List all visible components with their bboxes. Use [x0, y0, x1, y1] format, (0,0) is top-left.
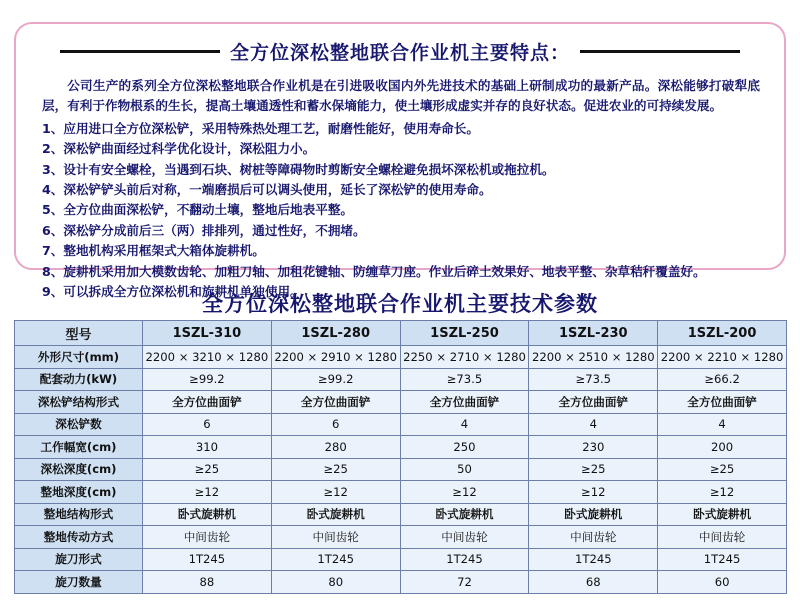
cell: 1T245 [529, 548, 658, 571]
table-row [15, 503, 787, 526]
cell: 中间齿轮 [529, 526, 658, 549]
row-label: 旋刀形式 [15, 548, 143, 571]
feature-item: 3、设计有安全螺栓，当遇到石块、树桩等障碍物时剪断安全螺栓避免损坏深松机或拖拉机。 [42, 161, 555, 177]
cell: ≥99.2 [271, 368, 400, 391]
cell: 中间齿轮 [143, 526, 272, 549]
features-title: 全方位深松整地联合作业机主要特点： [229, 42, 570, 64]
features-body [42, 76, 760, 302]
table-row [15, 391, 787, 414]
column-header: 1SZL-280 [271, 321, 400, 346]
title-rule-right [580, 50, 740, 53]
cell: ≥73.5 [400, 368, 529, 391]
cell: ≥25 [658, 458, 787, 481]
specs-title: 全方位深松整地联合作业机主要技术参数 [202, 292, 598, 316]
features-intro: 公司生产的系列全方位深松整地联合作业机是在引进吸收国内外先进技术的基础上研制成功的最新产品。深松能够打破犁底层，有利于作物根系的生长，提高土壤通透性和蓄水保墒能力，使土壤形成虚实并存的良好状态。促进农业的可持续发展。 [42, 78, 760, 114]
row-label: 整地结构形式 [15, 503, 143, 526]
cell: 1T245 [658, 548, 787, 571]
column-header: 1SZL-200 [658, 321, 787, 346]
cell: 卧式旋耕机 [529, 503, 658, 526]
feature-item: 7、整地机构采用框架式大箱体旋耕机。 [42, 243, 265, 259]
table-row [15, 548, 787, 571]
cell: 4 [400, 413, 529, 436]
row-label: 旋刀数量 [15, 571, 143, 594]
cell: 全方位曲面铲 [400, 391, 529, 414]
cell: 88 [143, 571, 272, 594]
cell: 6 [143, 413, 272, 436]
features-panel [14, 22, 786, 299]
feature-item: 5、全方位曲面深松铲，不翻动土壤，整地后地表平整。 [42, 202, 354, 218]
cell: 全方位曲面铲 [143, 391, 272, 414]
cell: 1T245 [271, 548, 400, 571]
features-list [42, 119, 760, 303]
row-label: 外形尺寸(mm) [15, 346, 143, 369]
cell: ≥12 [271, 481, 400, 504]
cell: 200 [658, 436, 787, 459]
cell: ≥25 [529, 458, 658, 481]
cell: ≥25 [143, 458, 272, 481]
table-header-row [15, 321, 787, 346]
cell: 68 [529, 571, 658, 594]
cell: 中间齿轮 [271, 526, 400, 549]
cell: ≥66.2 [658, 368, 787, 391]
cell: 80 [271, 571, 400, 594]
row-label: 深松铲结构形式 [15, 391, 143, 414]
cell: ≥12 [143, 481, 272, 504]
row-label: 深松铲数 [15, 413, 143, 436]
column-header: 型号 [15, 321, 143, 346]
column-header: 1SZL-230 [529, 321, 658, 346]
column-header: 1SZL-250 [400, 321, 529, 346]
specs-table [14, 320, 787, 594]
cell: 全方位曲面铲 [271, 391, 400, 414]
title-rule-left [60, 50, 220, 53]
column-header: 1SZL-310 [143, 321, 272, 346]
feature-item: 1、应用进口全方位深松铲，采用特殊热处理工艺，耐磨性能好，使用寿命长。 [42, 120, 479, 136]
cell: 2200 × 2910 × 1280 [271, 346, 400, 369]
cell: 2200 × 2510 × 1280 [529, 346, 658, 369]
feature-item: 2、深松铲曲面经过科学优化设计，深松阻力小。 [42, 141, 316, 157]
cell: ≥12 [658, 481, 787, 504]
cell: 230 [529, 436, 658, 459]
cell: 卧式旋耕机 [143, 503, 272, 526]
feature-item: 4、深松铲铲头前后对称，一端磨损后可以调头使用，延长了深松铲的使用寿命。 [42, 181, 492, 197]
cell: 卧式旋耕机 [658, 503, 787, 526]
specs-table-wrapper [14, 320, 786, 594]
table-row [15, 481, 787, 504]
cell: ≥12 [529, 481, 658, 504]
table-row [15, 526, 787, 549]
row-label: 深松深度(cm) [15, 458, 143, 481]
cell: 全方位曲面铲 [658, 391, 787, 414]
cell: ≥73.5 [529, 368, 658, 391]
cell: 2250 × 2710 × 1280 [400, 346, 529, 369]
feature-item: 8、旋耕机采用加大模数齿轮、加粗刀轴、加租花键轴、防缠草刀座。作业后碎土效果好、地表平整、杂草秸秆覆盖好。 [42, 263, 706, 279]
row-label: 配套动力(kW) [15, 368, 143, 391]
cell: 1T245 [400, 548, 529, 571]
cell: 50 [400, 458, 529, 481]
cell: 72 [400, 571, 529, 594]
cell: 1T245 [143, 548, 272, 571]
cell: 6 [271, 413, 400, 436]
feature-item: 9、可以拆成全方位深松机和旋耕机单独使用。 [42, 283, 303, 299]
table-row [15, 346, 787, 369]
table-row [15, 436, 787, 459]
row-label: 整地深度(cm) [15, 481, 143, 504]
row-label: 工作幅宽(cm) [15, 436, 143, 459]
features-title-row [16, 38, 784, 65]
feature-item: 6、深松铲分成前后三（两）排排列，通过性好，不拥堵。 [42, 222, 366, 238]
cell: 280 [271, 436, 400, 459]
cell: 全方位曲面铲 [529, 391, 658, 414]
row-label: 整地传动方式 [15, 526, 143, 549]
cell: 卧式旋耕机 [271, 503, 400, 526]
table-row [15, 571, 787, 594]
cell: ≥25 [271, 458, 400, 481]
cell: 中间齿轮 [658, 526, 787, 549]
table-row [15, 458, 787, 481]
cell: 250 [400, 436, 529, 459]
cell: 卧式旋耕机 [400, 503, 529, 526]
cell: 4 [529, 413, 658, 436]
cell: 2200 × 3210 × 1280 [143, 346, 272, 369]
cell: ≥12 [400, 481, 529, 504]
cell: 2200 × 2210 × 1280 [658, 346, 787, 369]
cell: 中间齿轮 [400, 526, 529, 549]
cell: ≥99.2 [143, 368, 272, 391]
table-row [15, 368, 787, 391]
cell: 60 [658, 571, 787, 594]
table-row [15, 413, 787, 436]
cell: 4 [658, 413, 787, 436]
cell: 310 [143, 436, 272, 459]
